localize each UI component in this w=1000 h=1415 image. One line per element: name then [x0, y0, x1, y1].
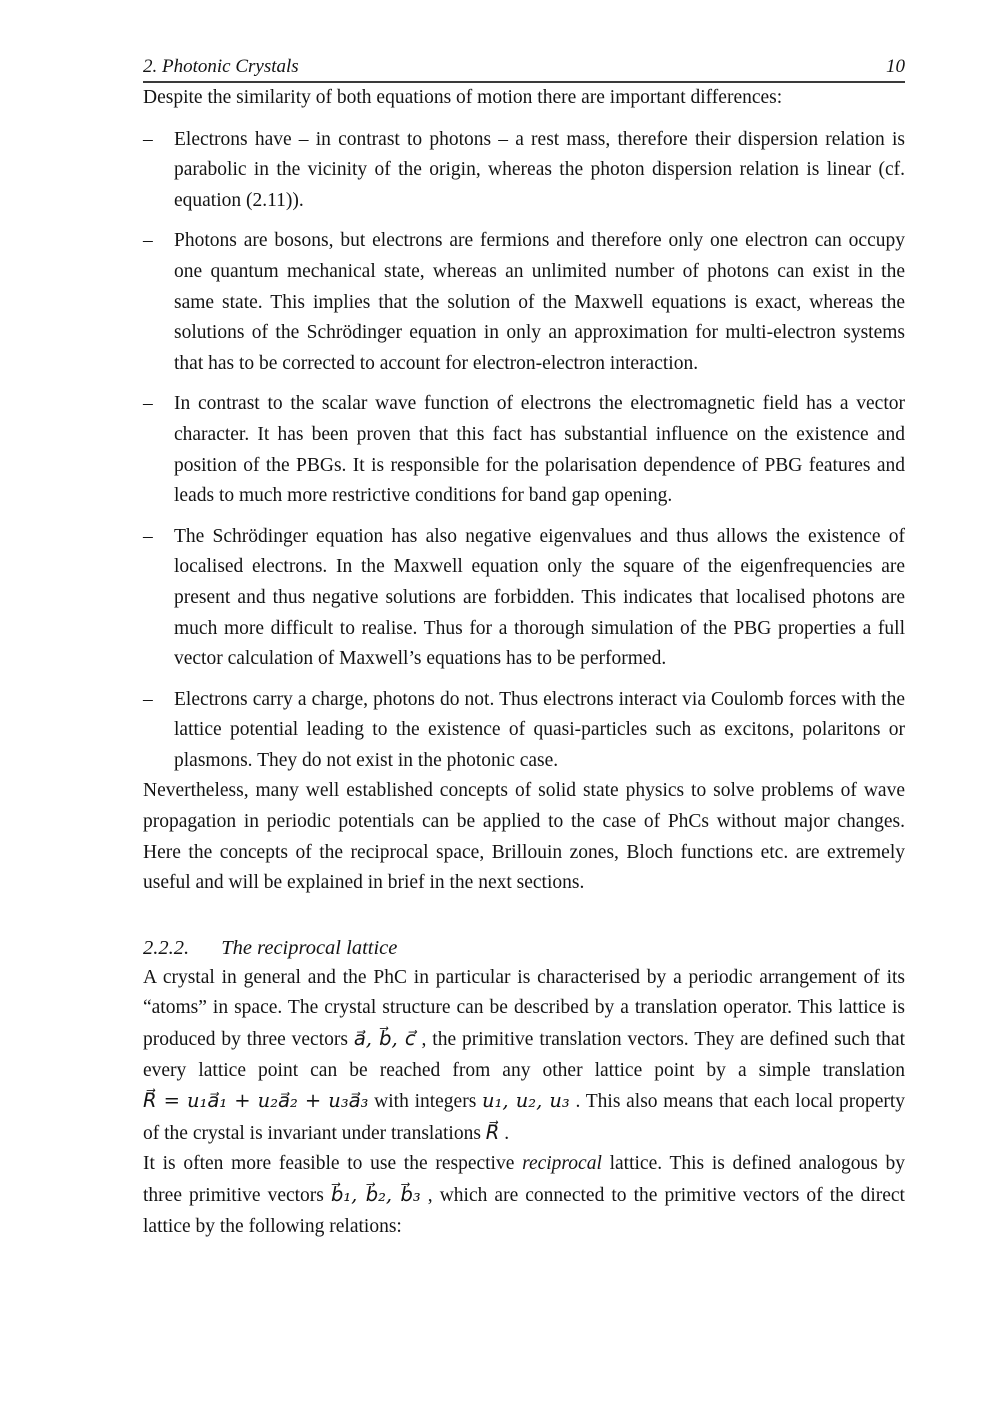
list-item [143, 125, 905, 217]
bullet-text: Electrons carry a charge, photons do not. Thus electrons interact via Coulomb forces with the lattice potential leading to the existence of quasi-particles such as excitons, polaritons or plasmons. They do not exist in the photonic case. [174, 688, 905, 771]
text-segment: . [504, 1122, 510, 1144]
text-segment: . This also means that each local property of the crystal is invariant under translations [143, 1091, 906, 1144]
header-section-title: 2. Photonic Crystals [143, 56, 299, 77]
bullet-text: The Schrödinger equation has also negative eigenvalues and thus allows the existence of localised electrons. In the Maxwell equation only the square of the eigenfrequencies are present and thus negative solutions are forbidden. This indicates that localised photons are much more difficult to realise. Thus for a thorough simulation of the PBG properties a full vector calculation of Maxwell’s equations has to be performed. [174, 525, 905, 670]
reciprocal-paragraph [143, 1149, 905, 1242]
closing-paragraph: Nevertheless, many well established concepts of solid state physics to solve problems of wave propagation in periodic potentials can be applied to the case of PhCs without major changes. Here the concepts of the reciprocal space, Brillouin zones, Bloch functions etc. are extremely useful and will be explained in brief in the next sections. [143, 780, 905, 894]
text-segment: with integers [374, 1091, 483, 1113]
subsection-title: The reciprocal lattice [221, 936, 398, 959]
bullet-dash-icon: – [143, 688, 153, 710]
text-segment: , which are connected to the primitive vectors of the direct lattice by the following relations: [143, 1185, 905, 1237]
list-item [143, 522, 905, 675]
math-vectors-abc: a⃗, b⃗, c⃗ [353, 1027, 416, 1051]
text-segment: lattice. This is defined analogous by three primitive vectors [143, 1153, 906, 1206]
intro-paragraph: Despite the similarity of both equations of motion there are important differences: [143, 87, 783, 108]
math-integers-u123: u₁, u₂, u₃ [482, 1089, 570, 1113]
math-translation-equation: R⃗ = u₁a⃗₁ + u₂a⃗₂ + u₃a⃗₃ [143, 1089, 369, 1113]
subsection-heading [143, 933, 905, 963]
bullet-dash-icon: – [143, 525, 153, 547]
list-item [143, 389, 905, 511]
text-segment: It is often more feasible to use the respective [143, 1153, 523, 1175]
bullet-list [143, 125, 905, 777]
bullet-dash-icon: – [143, 393, 153, 415]
header-page-number: 10 [886, 56, 905, 77]
running-header [143, 56, 905, 83]
bullet-text: Photons are bosons, but electrons are fermions and therefore only one electron can occupy one quantum mechanical state, whereas an unlimited number of photons can exist in the same state. This implies that the solution of the Maxwell equations is exact, whereas the solutions of the Schrödinger equation in only an approximation for multi-electron systems that has to be corrected to account for electron-electron interaction. [174, 230, 905, 374]
subsection-number: 2.2.2. [143, 936, 190, 959]
text-segment: A crystal in general and the PhC in particular is characterised by a periodic arrangement of its “atoms” in space. The crystal structure can be described by a translation operator. This lattice is produced by three vectors [143, 966, 905, 1051]
emphasis-reciprocal: reciprocal [522, 1153, 602, 1175]
crystal-paragraph [143, 963, 905, 1150]
bullet-text: In contrast to the scalar wave function of electrons the electromagnetic field has a vector character. It has been proven that this fact has substantial influence on the existence and position of the PBGs. It is responsible for the polarisation dependence of PBG features and leads to much more restrictive conditions for band gap opening. [174, 393, 905, 507]
list-item [143, 685, 905, 777]
bullet-text: Electrons have – in contrast to photons – a rest mass, therefore their dispersion relation is parabolic in the vicinity of the origin, whereas the photon dispersion relation is linear (cf. equation (2.11)). [174, 128, 905, 211]
bullet-dash-icon: – [143, 128, 153, 150]
math-vector-R: R⃗ [485, 1120, 500, 1144]
text-segment: , the primitive translation vectors. They are defined such that every lattice point can be reached from any other lattice point by a simple translation [143, 1029, 906, 1081]
math-vectors-b123: b⃗₁, b⃗₂, b⃗₃ [330, 1183, 421, 1206]
list-item [143, 226, 905, 379]
bullet-dash-icon: – [143, 230, 153, 252]
